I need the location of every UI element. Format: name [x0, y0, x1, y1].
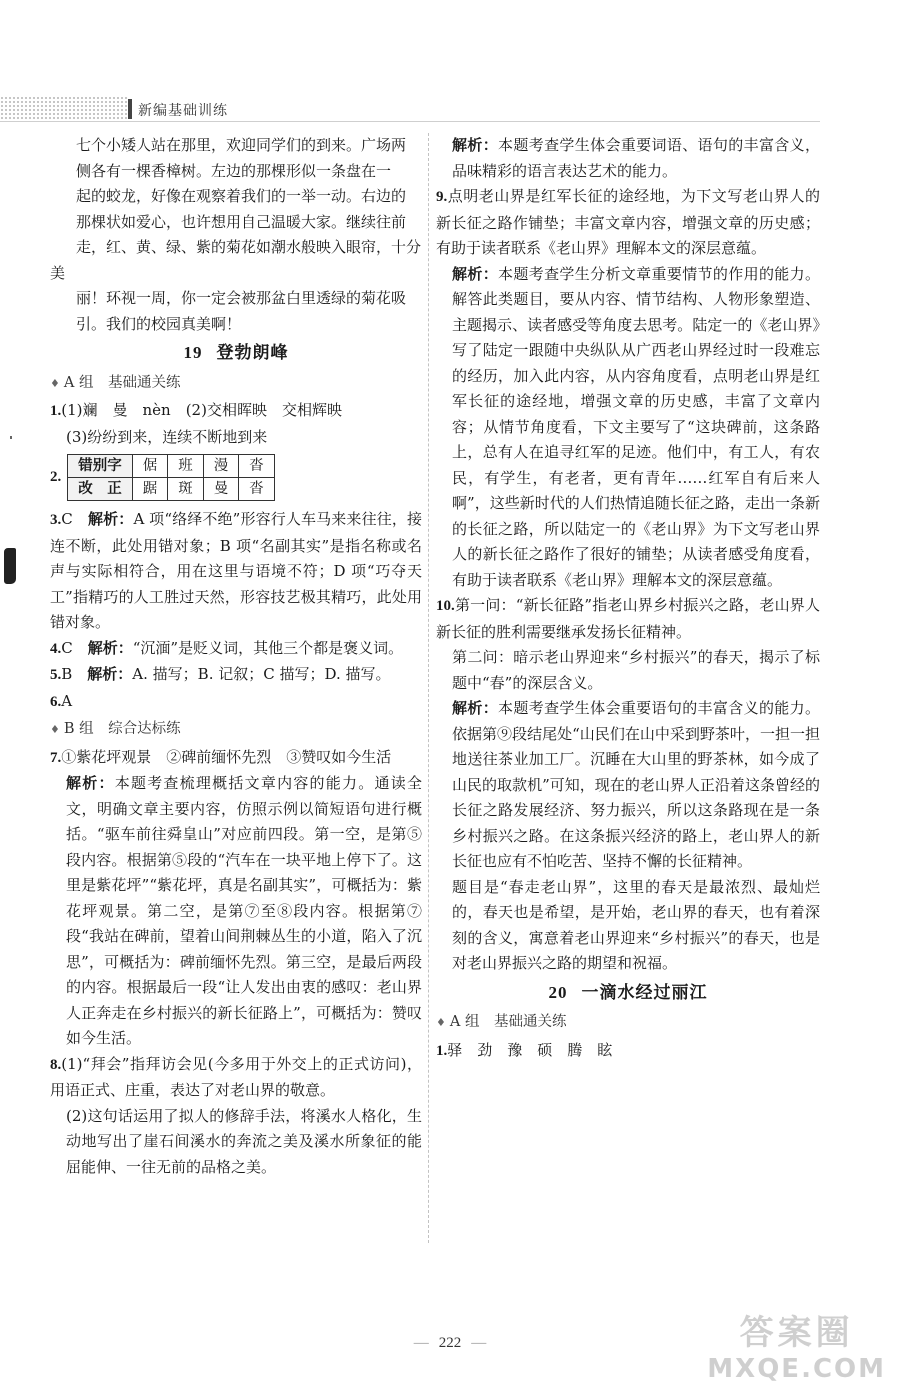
header-bar: [128, 99, 132, 119]
question-number: 4.: [50, 640, 62, 657]
answer-2: [50, 454, 422, 501]
table-cell: 班: [168, 455, 204, 478]
analysis-text: 本题考查学生体会重要词语、语句的丰富含义，品味精彩的语言表达艺术的能力。: [452, 136, 820, 180]
watermark: [707, 1305, 886, 1384]
analysis-label: 解析：: [452, 264, 499, 283]
answer-choice: C: [61, 638, 88, 657]
analysis-label: 解析：: [87, 638, 133, 657]
header-dot-pattern: [0, 96, 128, 120]
table-cell: 曼: [203, 478, 239, 501]
answer-text: 第二问：暗示老山界迎来“乡村振兴”的春天，揭示了标题中“春”的深层含义。: [452, 648, 820, 692]
diamond-icon: ♦: [50, 376, 60, 390]
table-cell-header: 改 正: [68, 478, 133, 501]
column-divider: [428, 133, 429, 1243]
analysis-text: A 项“络绎不绝”形容行人车马来来往往，接连不断，此处用错对象；B 项“名副其实”是指名称或名声与实际相符合，用在这里与语境不符；D 项“巧夺天工”指精巧的人工胜过天然，形容技艺极其精巧，此处用错对象。: [50, 510, 422, 631]
header-rule: [0, 121, 820, 122]
section-number: 20: [548, 982, 568, 1002]
answer-1: [436, 1038, 820, 1065]
question-number: 1.: [50, 403, 62, 419]
answer-8-part-2: [50, 1104, 422, 1181]
analysis-text: 本题考查学生体会重要语句的丰富含义的能力。依据第⑨段结尾处“山民们在山中采到野茶叶，一担一担地送往茶业加工厂。沉睡在大山里的野茶林，如今成了山民的取款机”可知，现在的老山界人正沿着这条曾经的长征之路发展经济、努力振兴，所以这条路现在是一条乡村振兴之路。在这条振兴经济的路上，老山界人的新长征也应有不怕吃苦、坚持不懈的长征精神。: [452, 699, 820, 870]
analysis-label: 解析：: [66, 774, 115, 792]
answer-1: [50, 398, 422, 425]
answer-7-analysis: [50, 771, 422, 1052]
question-number: 3.: [50, 512, 62, 528]
analysis-label: 解析：: [87, 665, 133, 683]
question-number: 9.: [436, 189, 448, 205]
watermark-logo-text: 答案圈: [739, 1313, 854, 1353]
question-number: 7.: [50, 749, 62, 766]
answer-text: (2)这句话运用了拟人的修辞手法，将溪水人格化，生动地写出了崖石间溪水的奔流之美及溪水所象征的能屈能伸、一往无前的品格之美。: [66, 1106, 422, 1176]
analysis-label: 解析：: [88, 510, 134, 528]
group-label: B 组 综合达标练: [63, 721, 181, 737]
table-cell: 沓: [239, 455, 275, 478]
intro-line: 那棵状如爱心，也许想用自己温暖大家。继续往前: [76, 212, 407, 231]
question-number: 5.: [50, 667, 62, 683]
section-20-title: [436, 980, 820, 1007]
intro-line: 丽！环视一周，你一定会被那盆白里透绿的菊花吸: [76, 289, 407, 307]
page-number-text: 222: [438, 1335, 462, 1351]
analysis-continued: [436, 133, 820, 184]
diamond-icon: ♦: [436, 1016, 446, 1029]
typo-table: [67, 454, 275, 501]
answer-text: 第一问：“新长征路”指老山界乡村振兴之路，老山界人新长征的胜利需要继承发扬长征精神。: [436, 596, 820, 641]
question-number: 6.: [50, 693, 62, 710]
table-cell: 倨: [132, 455, 168, 478]
group-b-heading: [50, 717, 422, 743]
table-cell: 踞: [132, 478, 168, 501]
analysis-text: A. 描写；B. 记叙；C 描写；D. 描写。: [132, 665, 391, 683]
diamond-icon: ♦: [50, 723, 60, 736]
answer-choice: B: [61, 665, 88, 683]
section-title-text: 一滴水经过丽江: [581, 982, 708, 1003]
answer-10-analysis: [436, 696, 820, 875]
answer-text: ①紫花坪观景 ②碑前缅怀先烈 ③赞叹如今生活: [61, 747, 392, 766]
table-cell: 漫: [203, 455, 239, 478]
answer-4: [50, 636, 422, 663]
right-column: [436, 133, 820, 1064]
intro-line: 起的蛟龙，好像在观察着我们的一举一动。右边的: [76, 187, 407, 205]
answer-10: [436, 593, 820, 645]
answer-9-analysis: [436, 262, 820, 594]
left-column: [50, 133, 422, 1180]
question-number: 1.: [436, 1042, 448, 1059]
group-a-heading: [50, 371, 422, 397]
group-a-heading: [436, 1010, 820, 1036]
group-label: A 组 基础通关练: [449, 1014, 567, 1030]
analysis-label: 解析：: [452, 136, 499, 154]
header-title: 新编基础训练: [138, 103, 228, 119]
intro-line: 七个小矮人站在那里，欢迎同学们的到来。广场两: [76, 136, 407, 154]
answer-5: [50, 662, 422, 689]
answer-10-part-2: [436, 645, 820, 696]
answer-text: (3)纷纷到来，连续不断地到来: [66, 427, 268, 446]
answer-10-note: [436, 875, 820, 977]
answer-8: [50, 1052, 422, 1104]
analysis-text: 题目是“春走老山界”，这里的春天是最浓烈、最灿烂的，春天也是希望，是开始，老山界的春天，也有着深刻的含义，寓意着老山界迎来“乡村振兴”的春天，也是对老山界振兴之路的期望和祝福。: [452, 877, 820, 972]
ink-speck: [10, 436, 12, 439]
analysis-text: 本题考查梳理概括文章内容的能力。通读全文，明确文章主要内容，仿照示例以简短语句进行概括。“驱车前往舜皇山”对应前四段。第一空，是第⑤段内容。根据第⑤段的“汽车在一块平地上停下了。这里是紫花坪”“紫花坪，真是名副其实”，可概括为：紫花坪观景。第二空，是第⑦至⑧段内容。根据第⑦段“我站在碑前，望着山间荆棘丛生的小道，陷入了沉思”，可概括为：碑前缅怀先烈。第三空，是最后两段的内容。根据最后一段“让人发出由衷的感叹：老山界人正奔走在乡村振兴的新长征路上”，可概括为：赞叹如今生活。: [66, 774, 422, 1047]
table-cell: 沓: [239, 478, 275, 501]
analysis-text: 本题考查学生分析文章重要情节的作用的能力。解答此类题目，要从内容、情节结构、人物形象塑造、主题揭示、读者感受等角度去思考。陆定一的《老山界》写了陆定一跟随中央纵队从广西老山界经过时一段难忘的经历，加入此内容，从内容角度看，点明老山界是红军长征的途经地，增强文章的历史感，丰富了文章内容；从情节角度看，下文主要写了“这块碑前，这条路上，总有人在追寻红军的足迹。他们中，有工人，有农民，有学生，有老者，更有青年……红军自有后来人啊”，这些新时代的人们热情追随长征之路，走出一条新的长征之路，所以陆定一的《老山界》为下文写老山界人的新长征之路作了很好的铺垫；从读者感受角度看，有助于读者联系《老山界》理解本文的深层意蕴。: [452, 264, 820, 589]
answer-text: 驿 劲 豫 硕 腾 眩: [447, 1040, 613, 1059]
answer-text: (1)“拜会”指拜访会见(今多用于外交上的正式访问)，用语正式、庄重，表达了对老山界的敬意。: [50, 1054, 422, 1099]
question-number: 10.: [436, 598, 455, 614]
answer-3: [50, 507, 422, 636]
ink-blot: [4, 548, 16, 584]
question-number: 8.: [50, 1056, 62, 1073]
answer-choice: A: [61, 691, 73, 710]
question-number: 2.: [50, 468, 62, 485]
intro-line: 引。我们的校园真美啊！: [76, 314, 242, 333]
watermark-url: MXQE.COM: [707, 1354, 886, 1384]
answer-1-line-2: [50, 425, 422, 451]
table-row: [68, 478, 275, 501]
analysis-label: 解析：: [452, 699, 499, 717]
group-label: A 组 基础通关练: [63, 374, 181, 391]
table-cell: 斑: [168, 478, 204, 501]
answer-6: [50, 689, 422, 716]
section-19-title: [50, 340, 422, 367]
table-cell-header: 错别字: [68, 455, 133, 478]
answer-9: [436, 184, 820, 262]
section-number: 19: [183, 343, 203, 362]
table-row: [68, 455, 275, 478]
section-title-text: 登勃朗峰: [216, 343, 289, 363]
answer-7: [50, 745, 422, 772]
page-number: — 222 —: [413, 1335, 487, 1351]
intro-line: 走，红、黄、绿、紫的菊花如潮水般映入眼帘，十分美: [50, 238, 422, 282]
answer-choice: C: [61, 510, 89, 528]
analysis-text: “沉湎”是贬义词，其他三个都是褒义词。: [132, 638, 404, 657]
answer-text: (1)斓 曼 nèn (2)交相晖映 交相辉映: [61, 401, 342, 419]
intro-paragraph: [50, 133, 422, 337]
answer-text: 点明老山界是红军长征的途经地，为下文写老山界人的新长征之路作铺垫；丰富文章内容，增强文章的历史感；有助于读者联系《老山界》理解本文的深层意蕴。: [436, 187, 820, 257]
intro-line: 侧各有一棵香樟树。左边的那棵形似一条盘在一: [76, 161, 392, 180]
